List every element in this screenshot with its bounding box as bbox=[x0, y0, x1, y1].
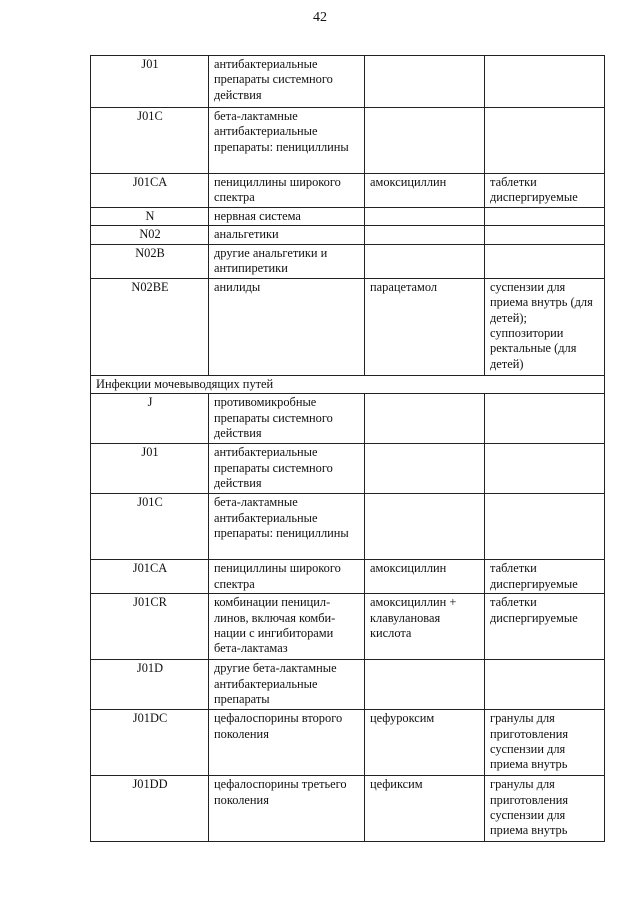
section-heading: Инфекции мочевыводящих путей bbox=[91, 375, 605, 393]
drug-name-cell: амоксициллин bbox=[365, 560, 485, 594]
table-row bbox=[91, 226, 605, 244]
atc-code-cell: N02B bbox=[91, 244, 209, 278]
atc-code-cell: J01DD bbox=[91, 776, 209, 842]
dosage-form-cell: гранулы для приготовления суспензии для приема внутрь bbox=[485, 776, 605, 842]
table-row bbox=[91, 594, 605, 660]
drug-name-cell bbox=[365, 244, 485, 278]
dosage-form-cell: таблетки диспергируемые bbox=[485, 174, 605, 208]
drug-name-cell bbox=[365, 494, 485, 560]
atc-code-cell: J bbox=[91, 394, 209, 444]
atc-code-cell: J01CR bbox=[91, 594, 209, 660]
drug-name-cell: цефуроксим bbox=[365, 710, 485, 776]
table-row bbox=[91, 560, 605, 594]
drug-table bbox=[90, 55, 605, 842]
atc-code-cell: J01CA bbox=[91, 560, 209, 594]
drug-group-cell: антибактериальные препараты системного действия bbox=[209, 56, 365, 108]
drug-group-cell: комбинации пеницил-линов, включая комби-нации с ингибиторами бета-лактамаз bbox=[209, 594, 365, 660]
atc-code-cell: J01C bbox=[91, 494, 209, 560]
drug-group-cell: нервная система bbox=[209, 208, 365, 226]
dosage-form-cell: гранулы для приготовления суспензии для приема внутрь bbox=[485, 710, 605, 776]
dosage-form-cell bbox=[485, 208, 605, 226]
atc-code-cell: J01DC bbox=[91, 710, 209, 776]
table-row bbox=[91, 108, 605, 174]
dosage-form-cell: таблетки диспергируемые bbox=[485, 560, 605, 594]
drug-group-cell: цефалоспорины второго поколения bbox=[209, 710, 365, 776]
atc-code-cell: N bbox=[91, 208, 209, 226]
atc-code-cell: N02BE bbox=[91, 278, 209, 375]
table-row bbox=[91, 660, 605, 710]
dosage-form-cell: суспензии для приема внутрь (для детей); суппозитории ректальные (для детей) bbox=[485, 278, 605, 375]
dosage-form-cell bbox=[485, 394, 605, 444]
table-row bbox=[91, 776, 605, 842]
drug-name-cell bbox=[365, 208, 485, 226]
table-row bbox=[91, 494, 605, 560]
drug-name-cell: парацетамол bbox=[365, 278, 485, 375]
atc-code-cell: J01C bbox=[91, 108, 209, 174]
drug-name-cell bbox=[365, 444, 485, 494]
drug-name-cell: амоксициллин + клавулановая кислота bbox=[365, 594, 485, 660]
table-body bbox=[91, 56, 605, 842]
atc-code-cell: J01 bbox=[91, 444, 209, 494]
atc-code-cell: J01D bbox=[91, 660, 209, 710]
drug-name-cell bbox=[365, 660, 485, 710]
drug-group-cell: бета-лактамные антибактериальные препараты: пенициллины bbox=[209, 494, 365, 560]
drug-name-cell: амоксициллин bbox=[365, 174, 485, 208]
drug-name-cell bbox=[365, 108, 485, 174]
table-row bbox=[91, 278, 605, 375]
drug-group-cell: пенициллины широкого спектра bbox=[209, 560, 365, 594]
drug-group-cell: противомикробные препараты системного действия bbox=[209, 394, 365, 444]
table-row bbox=[91, 444, 605, 494]
atc-code-cell: N02 bbox=[91, 226, 209, 244]
dosage-form-cell bbox=[485, 108, 605, 174]
table-row bbox=[91, 710, 605, 776]
table-row bbox=[91, 208, 605, 226]
atc-code-cell: J01 bbox=[91, 56, 209, 108]
table-row bbox=[91, 174, 605, 208]
drug-group-cell: анальгетики bbox=[209, 226, 365, 244]
section-row bbox=[91, 375, 605, 393]
drug-name-cell bbox=[365, 56, 485, 108]
atc-code-cell: J01CA bbox=[91, 174, 209, 208]
table-row bbox=[91, 244, 605, 278]
dosage-form-cell bbox=[485, 226, 605, 244]
page-number: 42 bbox=[313, 10, 327, 25]
dosage-form-cell bbox=[485, 244, 605, 278]
drug-group-cell: цефалоспорины третьего поколения bbox=[209, 776, 365, 842]
drug-name-cell: цефиксим bbox=[365, 776, 485, 842]
table-row bbox=[91, 394, 605, 444]
drug-group-cell: анилиды bbox=[209, 278, 365, 375]
drug-group-cell: антибактериальные препараты системного действия bbox=[209, 444, 365, 494]
dosage-form-cell bbox=[485, 56, 605, 108]
dosage-form-cell bbox=[485, 494, 605, 560]
dosage-form-cell: таблетки диспергируемые bbox=[485, 594, 605, 660]
drug-name-cell bbox=[365, 394, 485, 444]
drug-name-cell bbox=[365, 226, 485, 244]
dosage-form-cell bbox=[485, 444, 605, 494]
drug-group-cell: бета-лактамные антибактериальные препараты: пенициллины bbox=[209, 108, 365, 174]
drug-group-cell: пенициллины широкого спектра bbox=[209, 174, 365, 208]
drug-group-cell: другие бета-лактамные антибактериальные препараты bbox=[209, 660, 365, 710]
drug-group-cell: другие анальгетики и антипиретики bbox=[209, 244, 365, 278]
table-row bbox=[91, 56, 605, 108]
dosage-form-cell bbox=[485, 660, 605, 710]
